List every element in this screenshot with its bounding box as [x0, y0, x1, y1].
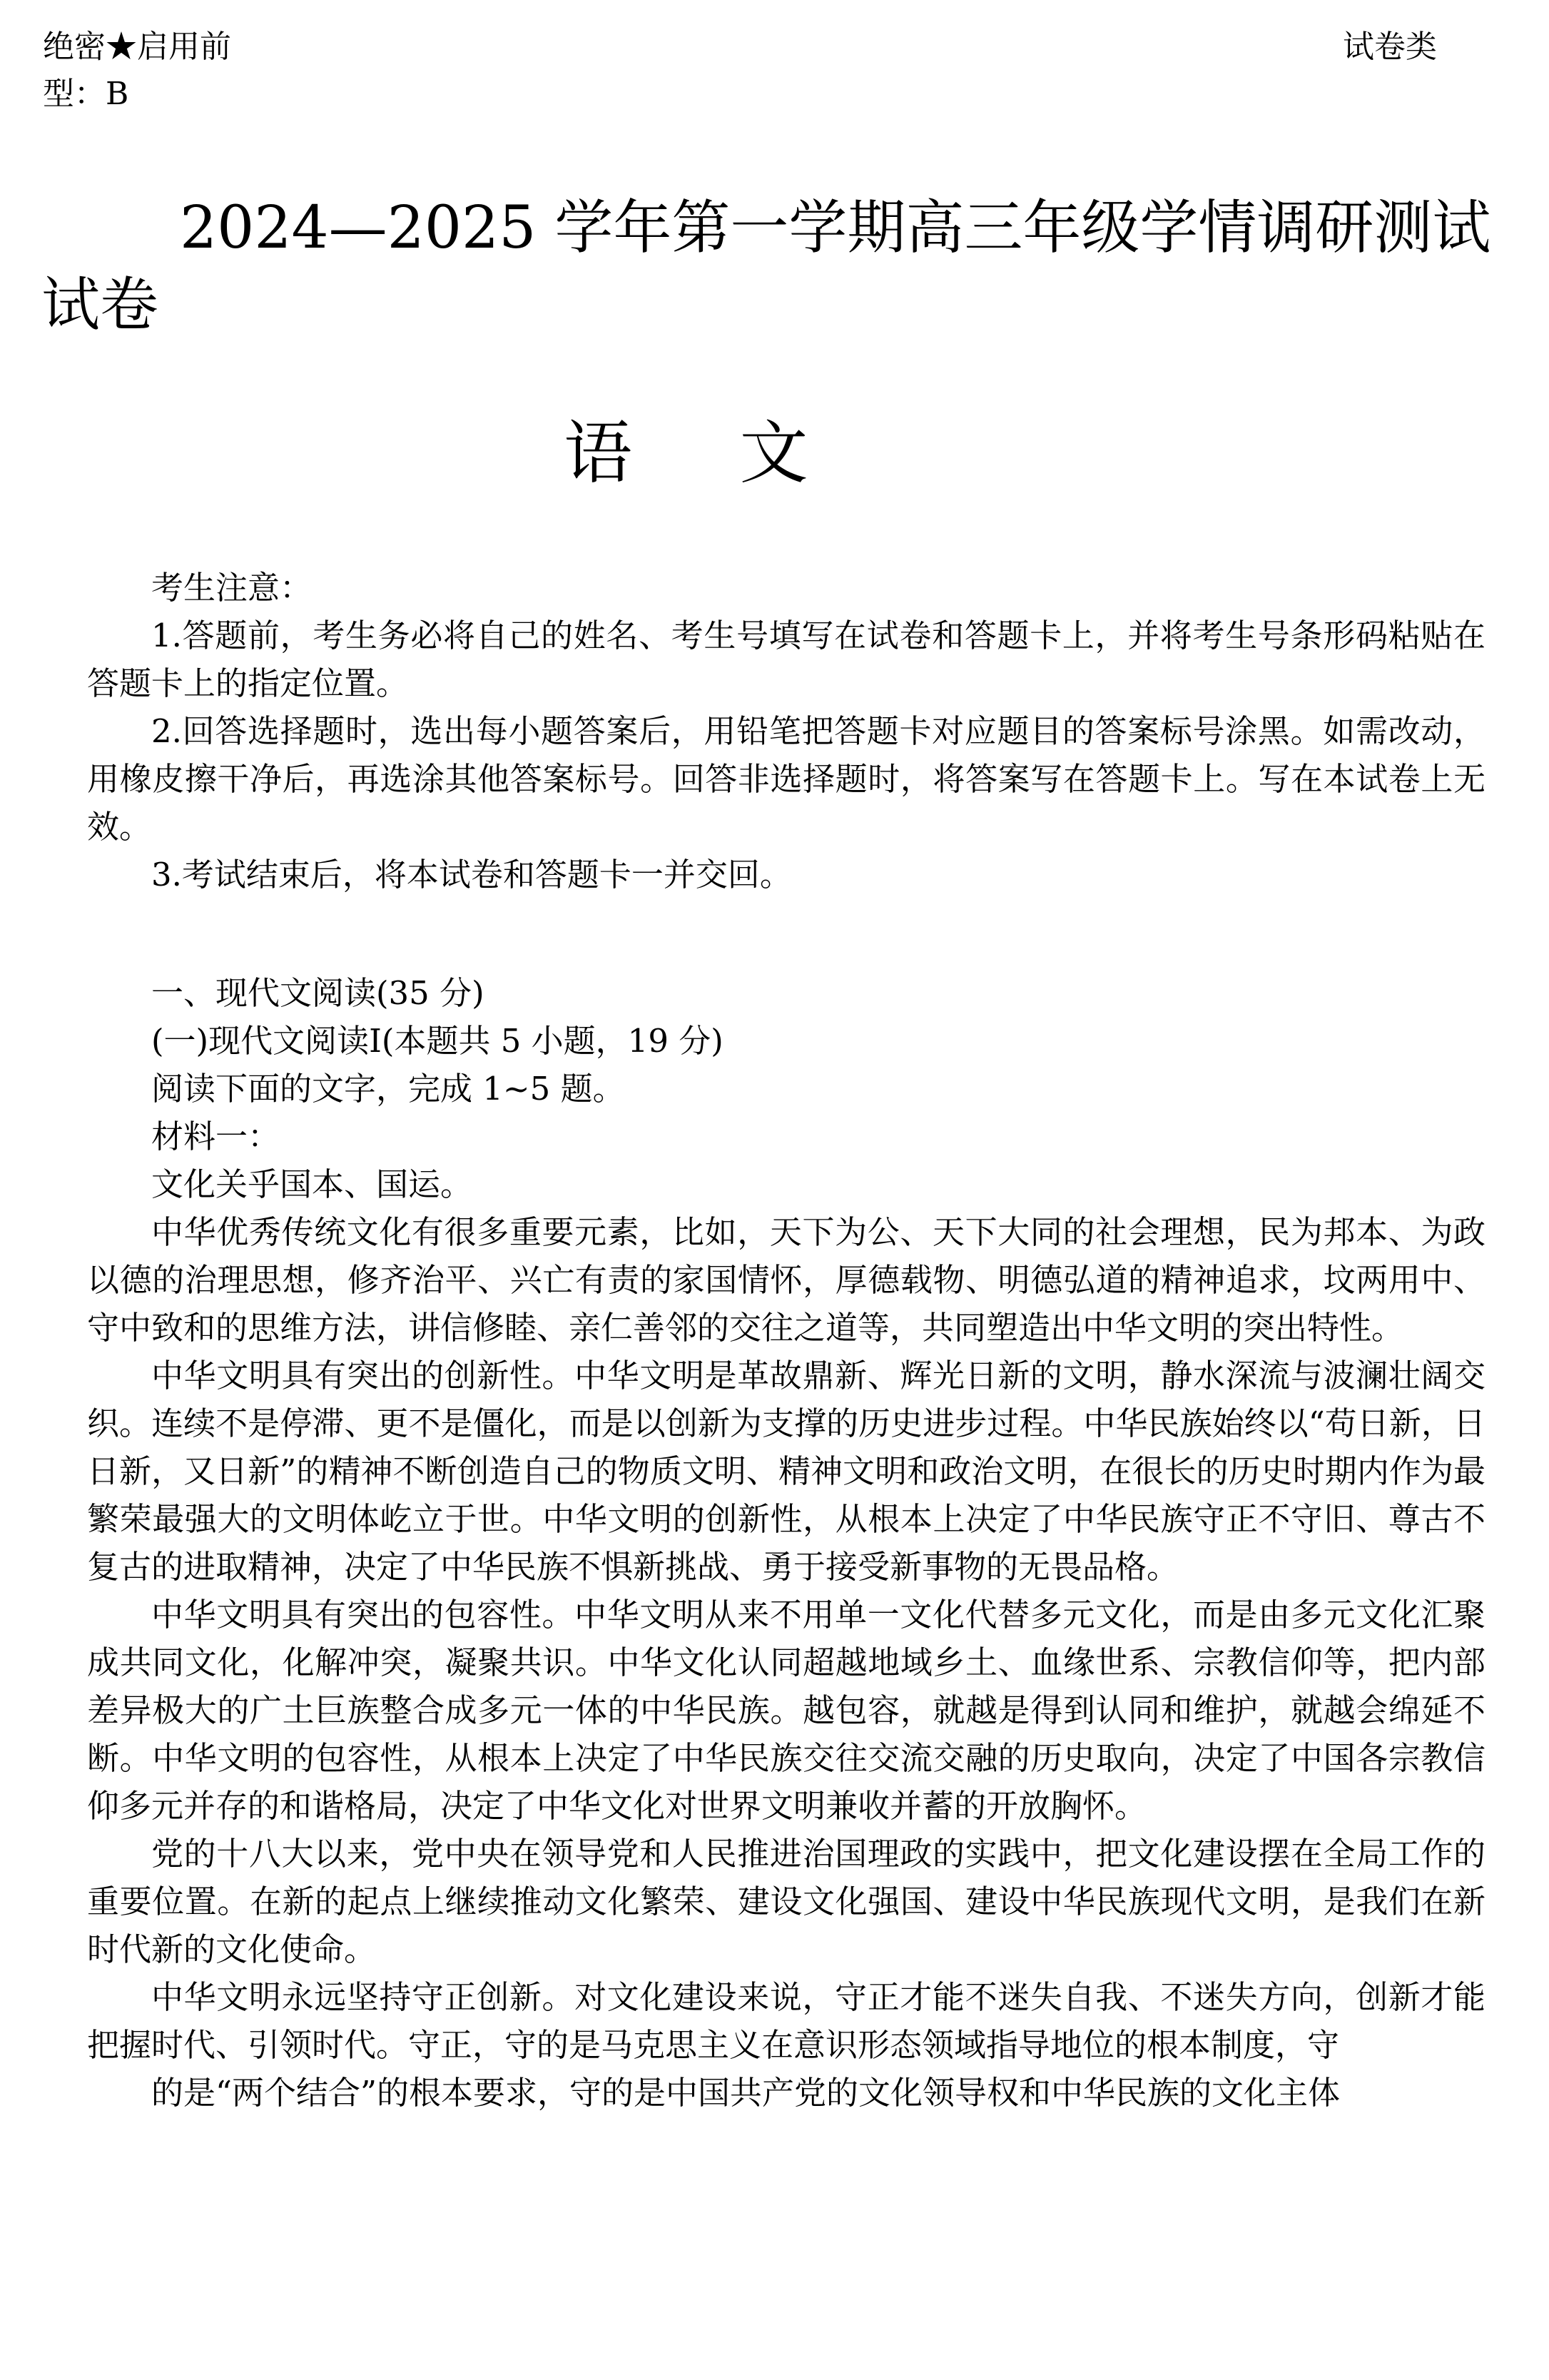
section-block	[87, 969, 1485, 2117]
section-instruction: 阅读下面的文字，完成 1~5 题。	[151, 1070, 625, 1108]
material-paragraph: 中华文明永远坚持守正创新。对文化建设来说，守正才能不迷失自我、不迷失方向，创新才能把握时代、引领时代。守正，守的是马克思主义在意识形态领域指导地位的根本制度，守	[87, 1978, 1485, 2064]
notice-block	[87, 564, 1485, 898]
material-paragraph: 党的十八大以来，党中央在领导党和人民推进治国理政的实践中，把文化建设摆在全局工作的重要位置。在新的起点上继续推动文化繁荣、建设文化强国、建设中华民族现代文明，是我们在新时代新的文化使命。	[87, 1835, 1485, 1968]
paper-type-value: 型：B	[43, 76, 129, 112]
material-label: 材料一：	[151, 1118, 280, 1155]
notice-item: 3.考试结束后，将本试卷和答题卡一并交回。	[151, 856, 792, 893]
exam-title-line-1: 2024—2025 学年第一学期高三年级学情调研测试	[180, 194, 1491, 262]
paper-type-label: 试卷类	[1343, 29, 1437, 65]
notice-heading: 考生注意：	[151, 569, 313, 607]
material-lead: 文化关乎国本、国运。	[151, 1165, 473, 1203]
section-heading: 一、现代文阅读(35 分)	[151, 974, 484, 1012]
secret-marker: 绝密★启用前	[43, 29, 231, 65]
notice-item: 2.回答选择题时，选出每小题答案后，用铅笔把答题卡对应题目的答案标号涂黑。如需改动，用橡皮擦干净后，再选涂其他答案标号。回答非选择题时，将答案写在答题卡上。写在本试卷上无效。	[87, 712, 1485, 846]
material-last-line: 的是“两个结合”的根本要求，守的是中国共产党的文化领导权和中华民族的文化主体	[151, 2074, 1341, 2112]
material-paragraph: 中华文明具有突出的创新性。中华文明是革故鼎新、辉光日新的文明，静水深流与波澜壮阔交织。连续不是停滞、更不是僵化，而是以创新为支撑的历史进步过程。中华民族始终以“苟日新，日日新，又日新”的精神不断创造自己的物质文明、精神文明和政治文明，在很长的历史时期内作为最繁荣最强大的文明体屹立于世。中华文明的创新性，从根本上决定了中华民族守正不守旧、尊古不复古的进取精神，决定了中华民族不惧新挑战、勇于接受新事物的无畏品格。	[87, 1357, 1485, 1586]
subject-title: 语 文	[564, 413, 851, 493]
exam-title-line-2: 试卷	[41, 271, 159, 339]
material-paragraph: 中华优秀传统文化有很多重要元素，比如，天下为公、天下大同的社会理想，民为邦本、为政以德的治理思想，修齐治平、兴亡有责的家国情怀，厚德载物、明德弘道的精神追求，坟两用中、守中致和的思维方法，讲信修睦、亲仁善邻的交往之道等，共同塑造出中华文明的突出特性。	[87, 1213, 1485, 1347]
material-paragraph: 中华文明具有突出的包容性。中华文明从来不用单一文化代替多元文化，而是由多元文化汇聚成共同文化，化解冲突，凝聚共识。中华文化认同超越地域乡土、血缘世系、宗教信仰等，把内部差异极大的广土巨族整合成多元一体的中华民族。越包容，就越是得到认同和维护，就越会绵延不断。中华文明的包容性，从根本上决定了中华民族交往交流交融的历史取向，决定了中国各宗教信仰多元并存的和谐格局，决定了中华文化对世界文明兼收并蓄的开放胸怀。	[87, 1596, 1485, 1825]
notice-item: 1.答题前，考生务必将自己的姓名、考生号填写在试卷和答题卡上，并将考生号条形码粘贴在答题卡上的指定位置。	[87, 617, 1485, 702]
section-subheading: (一)现代文阅读I(本题共 5 小题，19 分)	[151, 1022, 723, 1060]
